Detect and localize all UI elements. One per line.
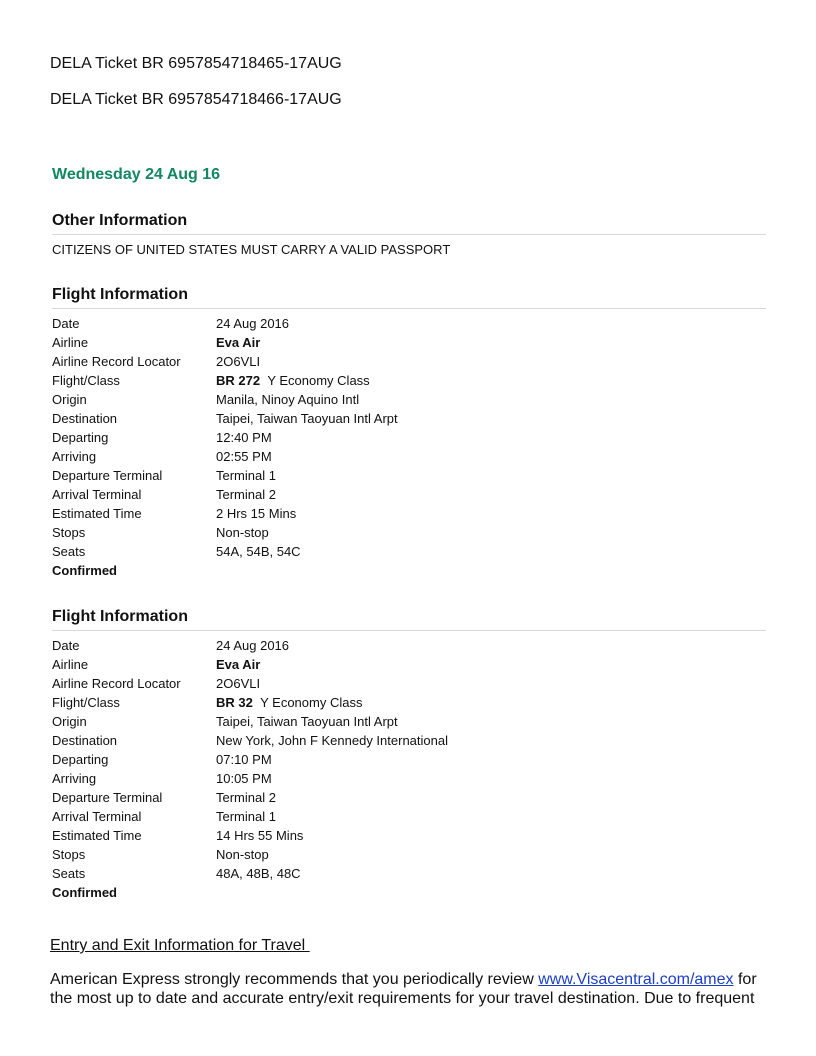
row-destination <box>52 409 552 428</box>
value-origin: Taipei, Taiwan Taoyuan Intl Arpt <box>216 714 398 729</box>
row-seats <box>52 864 552 883</box>
label-stops: Stops <box>52 525 86 540</box>
value-arriving: 10:05 PM <box>216 771 272 786</box>
flight-information-title-1: Flight Information <box>52 285 766 309</box>
label-date: Date <box>52 638 80 653</box>
value-departure-terminal: Terminal 2 <box>216 790 276 805</box>
value-seats: 54A, 54B, 54C <box>216 544 301 559</box>
value-date: 24 Aug 2016 <box>216 638 290 653</box>
label-seats: Seats <box>52 544 86 559</box>
value-class: Y Economy Class <box>267 373 370 388</box>
label-departure-terminal: Departure Terminal <box>52 468 163 483</box>
value-arrival-terminal: Terminal 1 <box>216 809 276 824</box>
row-arriving <box>52 769 552 788</box>
row-airline <box>52 655 552 674</box>
label-date: Date <box>52 316 80 331</box>
row-locator <box>52 674 552 693</box>
label-destination: Destination <box>52 411 118 426</box>
row-flight-class <box>52 693 552 712</box>
label-locator: Airline Record Locator <box>52 676 181 691</box>
label-flight-class: Flight/Class <box>52 695 120 710</box>
value-locator: 2O6VLI <box>216 354 261 369</box>
row-stops <box>52 845 552 864</box>
value-seats: 48A, 48B, 48C <box>216 866 301 881</box>
label-airline: Airline <box>52 335 89 350</box>
ticket-line-2: DELA Ticket BR 6957854718466-17AUG <box>50 91 342 108</box>
row-departing <box>52 750 552 769</box>
row-destination <box>52 731 552 750</box>
value-flight-number: BR 272 <box>216 373 261 388</box>
row-departure-terminal <box>52 788 552 807</box>
entry-exit-title: Entry and Exit Information for Travel <box>50 937 310 954</box>
row-arrival-terminal <box>52 485 552 504</box>
flight-details-1 <box>52 314 552 580</box>
visacentral-link[interactable]: www.Visacentral.com/amex <box>538 971 734 988</box>
value-date: 24 Aug 2016 <box>216 316 290 331</box>
value-estimated-time: 2 Hrs 15 Mins <box>216 506 297 521</box>
paragraph-text-before: American Express strongly recommends that you periodically review <box>50 971 539 988</box>
value-class: Y Economy Class <box>260 695 363 710</box>
value-destination: Taipei, Taiwan Taoyuan Intl Arpt <box>216 411 398 426</box>
value-departure-terminal: Terminal 1 <box>216 468 276 483</box>
row-locator <box>52 352 552 371</box>
label-origin: Origin <box>52 392 87 407</box>
value-flight-number: BR 32 <box>216 695 253 710</box>
value-stops: Non-stop <box>216 847 269 862</box>
label-destination: Destination <box>52 733 118 748</box>
label-airline: Airline <box>52 657 89 672</box>
date-heading: Wednesday 24 Aug 16 <box>52 166 221 183</box>
label-estimated-time: Estimated Time <box>52 828 142 843</box>
entry-exit-paragraph <box>50 970 770 1008</box>
label-origin: Origin <box>52 714 87 729</box>
label-departure-terminal: Departure Terminal <box>52 790 163 805</box>
label-arrival-terminal: Arrival Terminal <box>52 487 142 502</box>
label-arriving: Arriving <box>52 449 97 464</box>
value-stops: Non-stop <box>216 525 269 540</box>
label-flight-class: Flight/Class <box>52 373 120 388</box>
value-departing: 07:10 PM <box>216 752 272 767</box>
row-airline <box>52 333 552 352</box>
row-seats <box>52 542 552 561</box>
value-estimated-time: 14 Hrs 55 Mins <box>216 828 304 843</box>
value-arriving: 02:55 PM <box>216 449 272 464</box>
row-date <box>52 314 552 333</box>
label-locator: Airline Record Locator <box>52 354 181 369</box>
row-origin <box>52 712 552 731</box>
value-arrival-terminal: Terminal 2 <box>216 487 276 502</box>
row-estimated-time <box>52 504 552 523</box>
booking-status: Confirmed <box>52 885 117 900</box>
row-arriving <box>52 447 552 466</box>
row-flight-class <box>52 371 552 390</box>
passport-note: CITIZENS OF UNITED STATES MUST CARRY A VALID PASSPORT <box>52 242 451 257</box>
label-arrival-terminal: Arrival Terminal <box>52 809 142 824</box>
value-destination: New York, John F Kennedy International <box>216 733 448 748</box>
value-departing: 12:40 PM <box>216 430 272 445</box>
label-departing: Departing <box>52 430 109 445</box>
row-departing <box>52 428 552 447</box>
other-information-title: Other Information <box>52 211 766 235</box>
row-origin <box>52 390 552 409</box>
row-arrival-terminal <box>52 807 552 826</box>
row-stops <box>52 523 552 542</box>
booking-status: Confirmed <box>52 563 117 578</box>
label-arriving: Arriving <box>52 771 97 786</box>
label-seats: Seats <box>52 866 86 881</box>
row-date <box>52 636 552 655</box>
paragraph-text-after: for the most up to date and accurate entry/exit requirements for your travel destination. Due to frequent <box>50 971 757 1007</box>
ticket-line-1: DELA Ticket BR 6957854718465-17AUG <box>50 55 342 72</box>
label-estimated-time: Estimated Time <box>52 506 142 521</box>
value-locator: 2O6VLI <box>216 676 261 691</box>
row-departure-terminal <box>52 466 552 485</box>
flight-details-2 <box>52 636 552 902</box>
value-airline: Eva Air <box>216 335 261 350</box>
label-departing: Departing <box>52 752 109 767</box>
value-airline: Eva Air <box>216 657 261 672</box>
label-stops: Stops <box>52 847 86 862</box>
value-origin: Manila, Ninoy Aquino Intl <box>216 392 360 407</box>
flight-information-title-2: Flight Information <box>52 607 766 631</box>
row-estimated-time <box>52 826 552 845</box>
